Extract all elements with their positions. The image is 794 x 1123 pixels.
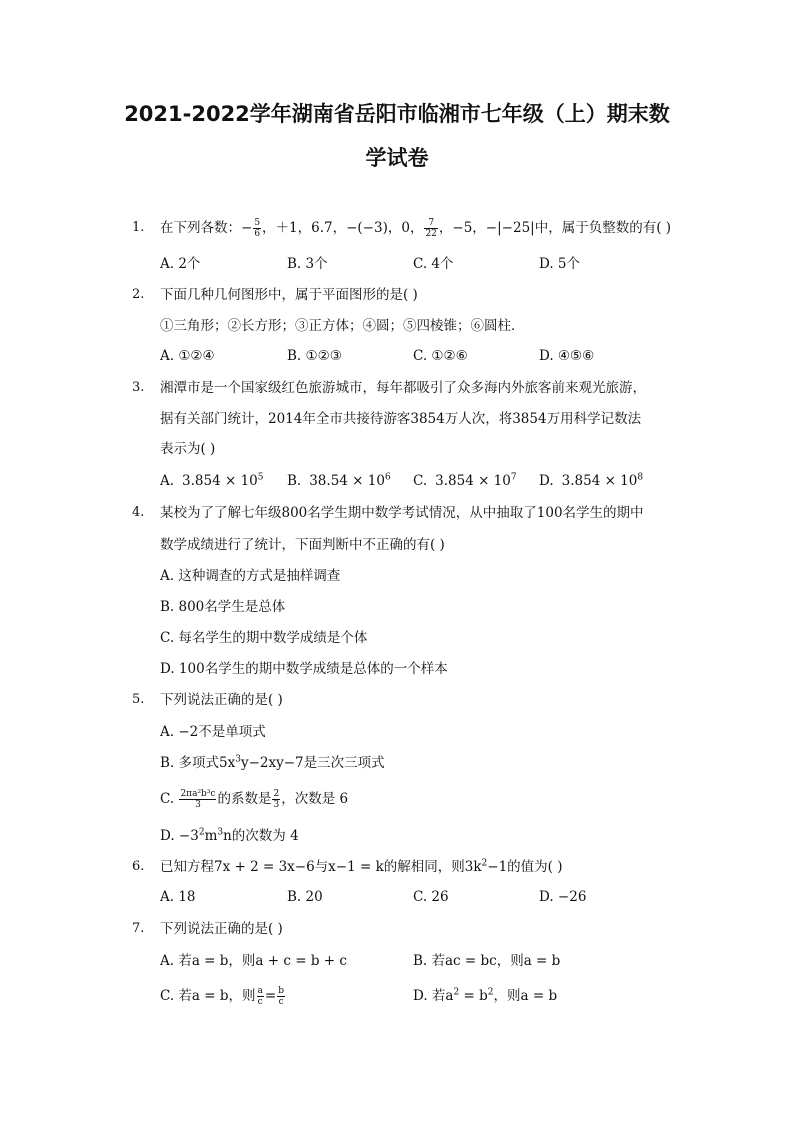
q3-option-d: [539, 471, 643, 491]
q5-b-post: y−2xy−7是三次三项式: [240, 755, 385, 771]
q3-c-base: 3.854 × 10: [435, 473, 511, 489]
q5-c-expr-den: 3: [195, 800, 201, 810]
q5-c-mid: 的系数是: [217, 791, 272, 807]
q3-c-label: C.: [413, 473, 428, 489]
question-4-stem-2: 数学成绩进行了统计，下面判断中不正确的有( ): [160, 537, 445, 553]
q4-option-c: C. 每名学生的期中数学成绩是个体: [160, 630, 368, 646]
q7-d-exp-1: 2: [453, 987, 460, 998]
q2-option-c: C. ①②⑥: [413, 348, 468, 364]
question-5-stem: 下列说法正确的是( ): [160, 692, 283, 708]
q5-option-b: [160, 753, 385, 773]
q1-option-b: B. 3个: [287, 256, 328, 272]
q5-c-post: ，次数是 6: [281, 791, 349, 807]
q5-c-coef-fraction: [272, 789, 280, 810]
q7-d-exp-2: 2: [487, 987, 494, 998]
q3-b-exp: 6: [384, 472, 391, 483]
question-4-number: 4.: [132, 505, 145, 520]
q6-option-c: C. 26: [413, 889, 449, 905]
q7-d-pre: D. 若a: [413, 988, 454, 1004]
q4-option-b: B. 800名学生是总体: [160, 599, 286, 615]
q5-d-pre: D. −3: [160, 828, 199, 844]
q2-option-b: B. ①②③: [287, 348, 342, 364]
q1-stem-mid: ，＋1，6.7，−(−3)，0，: [262, 220, 424, 236]
question-6-stem: [160, 857, 563, 877]
q6-option-b: B. 20: [287, 889, 323, 905]
question-3-stem: 湘潭市是一个国家级红色旅游城市，每年都吸引了众多海内外旅客前来观光旅游，: [160, 380, 646, 396]
question-1-number: 1.: [132, 220, 145, 235]
question-2-stem: 下面几种几何图形中，属于平面图形的是( ): [160, 287, 418, 303]
q7-d-post: ，则a = b: [493, 988, 558, 1004]
q1-f2-num: 7: [424, 218, 437, 229]
q3-a-base: 3.854 × 10: [182, 473, 258, 489]
q7-d-mid: = b: [459, 988, 488, 1004]
q6-option-d: D. −26: [539, 889, 587, 905]
q5-option-a: A. −2不是单项式: [160, 724, 266, 740]
q5-c-pre: C.: [160, 791, 179, 807]
exam-title-line-2: 学试卷: [365, 146, 429, 170]
question-5-number: 5.: [132, 692, 145, 707]
q1-fraction-1: [253, 218, 261, 239]
q1-stem-pre: 在下列各数：−: [160, 220, 253, 236]
q3-b-base: 38.54 × 10: [309, 473, 385, 489]
q7-option-d: [413, 986, 557, 1006]
q3-c-exp: 7: [510, 472, 517, 483]
q5-b-exp: 3: [235, 754, 241, 765]
q1-option-d: D. 5个: [539, 256, 581, 272]
question-4-stem: 某校为了了解七年级800名学生期中数学考试情况，从中抽取了100名学生的期中: [160, 505, 644, 521]
q6-stem-post: −1的值为( ): [487, 859, 563, 875]
q1-option-a: A. 2个: [160, 256, 201, 272]
question-1-stem: [160, 218, 671, 239]
q2-option-a: A. ①②④: [160, 348, 215, 364]
q1-f2-den: 22: [425, 229, 437, 239]
question-2-stem-2: ①三角形；②长方形；③正方体；④圆；⑤四棱锥；⑥圆柱．: [160, 318, 525, 334]
q5-b-pre: B. 多项式5x: [160, 755, 236, 771]
exam-title-line-1: 2021-2022学年湖南省岳阳市临湘市七年级（上）期末数: [124, 102, 670, 126]
q1-f1-num: 5: [254, 218, 261, 228]
q3-a-label: A.: [160, 473, 175, 489]
q7-option-b: B. 若ac = bc，则a = b: [413, 953, 561, 969]
q7-c-fraction-1: [257, 986, 264, 1007]
q7-c-pre: C. 若a = b，则: [160, 988, 256, 1004]
q5-c-expr-num: 2πa²b³c: [180, 789, 216, 799]
question-6-number: 6.: [132, 859, 145, 874]
q1-stem-post: ，−5，−|−25|中，属于负整数的有( ): [438, 220, 672, 236]
question-7-number: 7.: [132, 921, 145, 936]
q7-c-f2-den: c: [278, 997, 284, 1007]
q2-option-d: D. ④⑤⑥: [539, 348, 595, 364]
q5-c-coef-den: 3: [273, 800, 280, 810]
q3-b-label: B.: [287, 473, 302, 489]
q6-option-a: A. 18: [160, 889, 196, 905]
q5-option-c: [160, 789, 348, 810]
q5-d-mid: m: [204, 828, 218, 844]
q7-c-eq: =: [264, 988, 277, 1004]
question-3-number: 3.: [132, 380, 145, 395]
q5-d-exp-2: 3: [217, 827, 224, 838]
q3-d-base: 3.854 × 10: [561, 473, 638, 489]
q7-c-f2-num: b: [278, 986, 284, 996]
q3-option-a: [160, 471, 264, 491]
q3-d-label: D.: [539, 473, 554, 489]
q7-option-a: A. 若a = b，则a + c = b + c: [160, 953, 347, 969]
q1-option-c: C. 4个: [413, 256, 454, 272]
q3-option-c: [413, 471, 517, 491]
q5-c-coef-num: 2: [273, 789, 280, 799]
q6-stem-pre: 已知方程7x + 2 = 3x−6与x−1 = k的解相同，则3k: [160, 859, 482, 875]
q4-option-a: A. 这种调查的方式是抽样调查: [160, 568, 341, 584]
q3-a-exp: 5: [257, 472, 264, 483]
q1-fraction-2: [424, 218, 437, 239]
q5-d-exp-1: 2: [198, 827, 205, 838]
q5-d-post: n的次数为 4: [223, 828, 299, 844]
q3-option-b: [287, 471, 391, 491]
question-3-stem-2: 据有关部门统计，2014年全市共接待游客3854万人次，将3854万用科学记数法: [160, 411, 642, 427]
q3-d-exp: 8: [637, 472, 644, 483]
q5-c-expression-fraction: [179, 789, 216, 810]
q5-option-d: [160, 826, 299, 846]
q7-option-c: [160, 986, 286, 1007]
q1-f1-den: 6: [254, 229, 261, 239]
q7-c-fraction-2: [277, 986, 285, 1007]
question-7-stem: 下列说法正确的是( ): [160, 921, 283, 937]
question-3-stem-3: 表示为( ): [160, 441, 216, 457]
q6-stem-exp: 2: [481, 858, 488, 869]
q7-c-f1-num: a: [257, 986, 263, 996]
q4-option-d: D. 100名学生的期中数学成绩是总体的一个样本: [160, 661, 448, 677]
question-2-number: 2.: [132, 287, 145, 302]
q7-c-f1-den: c: [257, 997, 263, 1007]
